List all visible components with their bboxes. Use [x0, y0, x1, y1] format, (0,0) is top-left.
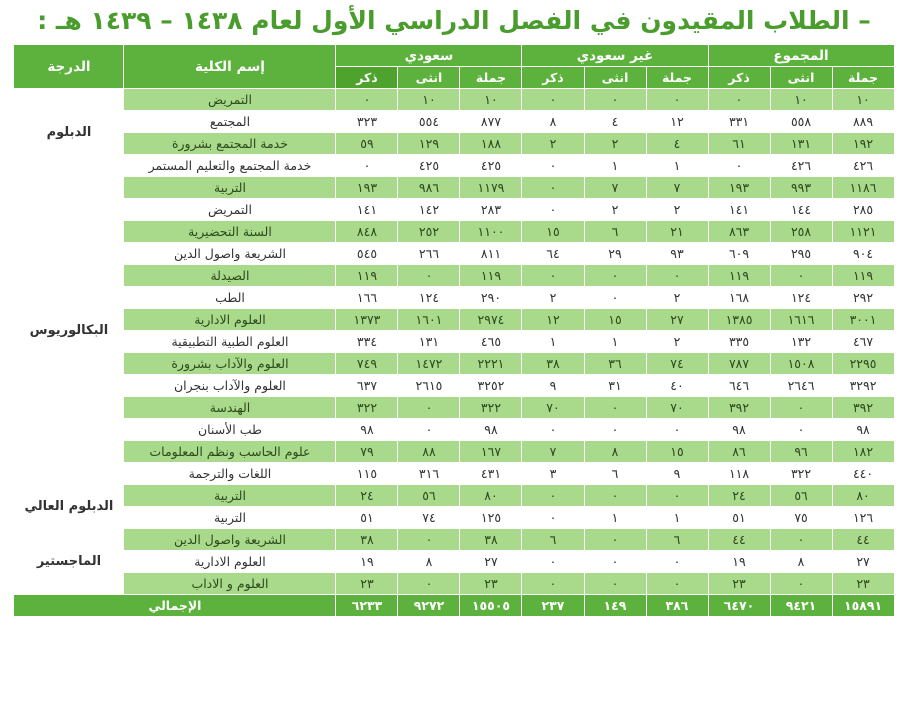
table-row: [14, 375, 894, 397]
cell-nonsaudi-male: ٧٠: [522, 397, 584, 419]
cell-college-name: الصيدلة: [124, 265, 336, 287]
total-nonsaudi-all: ٣٨٦: [646, 595, 708, 617]
cell-total-female: ١٣١: [770, 133, 832, 155]
table-row: [14, 287, 894, 309]
cell-saudi-male: ٣٢٢: [336, 397, 398, 419]
cell-college-name: العلوم والآداب بشرورة: [124, 353, 336, 375]
cell-saudi-female: ٠: [398, 419, 460, 441]
cell-nonsaudi-female: ٤: [584, 111, 646, 133]
table-row: [14, 507, 894, 529]
cell-saudi-male: ٦٣٧: [336, 375, 398, 397]
cell-saudi-all: ٢٩٠: [460, 287, 522, 309]
cell-nonsaudi-male: ٧: [522, 441, 584, 463]
cell-college-name: خدمة المجتمع بشرورة: [124, 133, 336, 155]
cell-nonsaudi-male: ٩: [522, 375, 584, 397]
cell-total-male: ٨٦٣: [708, 221, 770, 243]
cell-saudi-all: ٨٧٧: [460, 111, 522, 133]
cell-nonsaudi-all: ٤٠: [646, 375, 708, 397]
cell-total-all: ٩٠٤: [832, 243, 894, 265]
table-row: [14, 221, 894, 243]
cell-college-name: العلوم و الاداب: [124, 573, 336, 595]
cell-nonsaudi-male: ٠: [522, 573, 584, 595]
cell-saudi-all: ٤٦٥: [460, 331, 522, 353]
table-row: [14, 397, 894, 419]
cell-total-female: ٥٥٨: [770, 111, 832, 133]
cell-college-name: العلوم الادارية: [124, 551, 336, 573]
cell-saudi-female: ٨: [398, 551, 460, 573]
cell-college-name: طب الأسنان: [124, 419, 336, 441]
cell-college-name: التربية: [124, 507, 336, 529]
cell-total-male: ٨٦: [708, 441, 770, 463]
cell-college-name: العلوم والآداب بنجران: [124, 375, 336, 397]
cell-total-female: ٠: [770, 529, 832, 551]
cell-nonsaudi-all: ٢: [646, 331, 708, 353]
cell-college-name: اللغات والترجمة: [124, 463, 336, 485]
cell-saudi-female: ٨٨: [398, 441, 460, 463]
cell-degree-name: البكالوريوس: [14, 177, 124, 485]
cell-saudi-all: ٩٨: [460, 419, 522, 441]
cell-college-name: السنة التحضيرية: [124, 221, 336, 243]
cell-saudi-all: ١١٠٠: [460, 221, 522, 243]
cell-saudi-female: ١٠: [398, 89, 460, 111]
cell-saudi-female: ٥٦: [398, 485, 460, 507]
cell-nonsaudi-all: ٠: [646, 419, 708, 441]
cell-nonsaudi-female: ٠: [584, 529, 646, 551]
cell-total-male: ٤٤: [708, 529, 770, 551]
cell-saudi-male: ٥١: [336, 507, 398, 529]
cell-nonsaudi-all: ٩: [646, 463, 708, 485]
table-body: [14, 89, 894, 617]
cell-saudi-female: ١٤٧٢: [398, 353, 460, 375]
cell-total-female: ٩٦: [770, 441, 832, 463]
cell-saudi-male: ١٤١: [336, 199, 398, 221]
cell-total-all: ٢٣: [832, 573, 894, 595]
cell-saudi-all: ٢٩٧٤: [460, 309, 522, 331]
cell-nonsaudi-male: ٠: [522, 551, 584, 573]
cell-nonsaudi-female: ٣٦: [584, 353, 646, 375]
cell-nonsaudi-female: ٢: [584, 199, 646, 221]
cell-total-female: ٠: [770, 573, 832, 595]
cell-college-name: التمريض: [124, 89, 336, 111]
table-row: [14, 529, 894, 551]
cell-saudi-female: ٠: [398, 397, 460, 419]
total-nonsaudi-male: ٢٣٧: [522, 595, 584, 617]
cell-total-all: ٢٩٢: [832, 287, 894, 309]
cell-total-all: ٩٨: [832, 419, 894, 441]
cell-saudi-all: ٨١١: [460, 243, 522, 265]
cell-nonsaudi-female: ٠: [584, 287, 646, 309]
table-row: [14, 419, 894, 441]
cell-total-male: ٣٣١: [708, 111, 770, 133]
cell-saudi-female: ١٢٤: [398, 287, 460, 309]
cell-nonsaudi-all: ٧٠: [646, 397, 708, 419]
cell-total-female: ٢٥٨: [770, 221, 832, 243]
cell-saudi-all: ٣٢٢: [460, 397, 522, 419]
cell-nonsaudi-male: ٢: [522, 133, 584, 155]
cell-saudi-female: ٢٥٢: [398, 221, 460, 243]
table-row: [14, 89, 894, 111]
header-total-female: انثى: [770, 67, 832, 89]
header-degree: الدرجة: [14, 45, 124, 89]
cell-nonsaudi-all: ١: [646, 507, 708, 529]
total-nonsaudi-female: ١٤٩: [584, 595, 646, 617]
cell-degree-name: الماجستير: [14, 529, 124, 595]
cell-saudi-male: ٢٣: [336, 573, 398, 595]
cell-saudi-female: ١٦٠١: [398, 309, 460, 331]
cell-total-female: ١٥٠٨: [770, 353, 832, 375]
cell-nonsaudi-female: ٢٩: [584, 243, 646, 265]
total-label: الإجمالي: [14, 595, 336, 617]
cell-nonsaudi-male: ٠: [522, 265, 584, 287]
cell-saudi-female: ١٢٩: [398, 133, 460, 155]
cell-saudi-male: ٧٤٩: [336, 353, 398, 375]
header-saudi-female: انثى: [398, 67, 460, 89]
total-saudi-all: ١٥٥٠٥: [460, 595, 522, 617]
cell-saudi-male: ٠: [336, 89, 398, 111]
cell-total-male: ١٣٨٥: [708, 309, 770, 331]
cell-total-male: ٢٣: [708, 573, 770, 595]
cell-total-male: ٣٣٥: [708, 331, 770, 353]
cell-total-all: ٢٢٩٥: [832, 353, 894, 375]
cell-saudi-all: ١٠: [460, 89, 522, 111]
cell-nonsaudi-female: ١٥: [584, 309, 646, 331]
cell-total-male: ٧٨٧: [708, 353, 770, 375]
table-row: [14, 111, 894, 133]
cell-degree-name: الدبلوم العالي: [14, 485, 124, 529]
cell-saudi-all: ١١٩: [460, 265, 522, 287]
cell-nonsaudi-female: ٠: [584, 397, 646, 419]
cell-saudi-female: ٩٨٦: [398, 177, 460, 199]
cell-nonsaudi-all: ٤: [646, 133, 708, 155]
cell-nonsaudi-all: ٠: [646, 265, 708, 287]
cell-total-all: ١٢٦: [832, 507, 894, 529]
cell-degree-name: الدبلوم: [14, 89, 124, 177]
cell-saudi-male: ٣٨: [336, 529, 398, 551]
cell-saudi-male: ٨٤٨: [336, 221, 398, 243]
cell-saudi-all: ٣٨: [460, 529, 522, 551]
cell-total-female: ١٣٢: [770, 331, 832, 353]
cell-total-all: ١٨٢: [832, 441, 894, 463]
cell-total-male: ٣٩٢: [708, 397, 770, 419]
cell-college-name: المجتمع: [124, 111, 336, 133]
students-table: [13, 44, 894, 617]
page-title: – الطلاب المقيدون في الفصل الدراسي الأول لعام ١٤٣٨ – ١٤٣٩ هـ :: [37, 6, 871, 35]
cell-saudi-all: ٤٢٥: [460, 155, 522, 177]
table-total-row: [14, 595, 894, 617]
cell-nonsaudi-all: ٢٧: [646, 309, 708, 331]
header-saudi-all: جملة: [460, 67, 522, 89]
cell-saudi-female: ٠: [398, 265, 460, 287]
total-total-male: ٦٤٧٠: [708, 595, 770, 617]
cell-nonsaudi-male: ٠: [522, 199, 584, 221]
cell-nonsaudi-all: ٦: [646, 529, 708, 551]
cell-nonsaudi-female: ٠: [584, 551, 646, 573]
cell-college-name: الهندسة: [124, 397, 336, 419]
header-nonsaudi-all: جملة: [646, 67, 708, 89]
table-row: [14, 309, 894, 331]
cell-total-all: ٣٠٠١: [832, 309, 894, 331]
cell-saudi-female: ٣١٦: [398, 463, 460, 485]
cell-total-all: ٨٠: [832, 485, 894, 507]
total-total-female: ٩٤٢١: [770, 595, 832, 617]
cell-nonsaudi-male: ٠: [522, 155, 584, 177]
cell-nonsaudi-female: ٨: [584, 441, 646, 463]
cell-total-male: ١٩٣: [708, 177, 770, 199]
cell-total-male: ٠: [708, 155, 770, 177]
table-row: [14, 177, 894, 199]
cell-total-female: ١٦١٦: [770, 309, 832, 331]
cell-total-all: ٣٩٢: [832, 397, 894, 419]
cell-nonsaudi-all: ٢١: [646, 221, 708, 243]
table-row: [14, 265, 894, 287]
cell-nonsaudi-female: ١: [584, 331, 646, 353]
cell-saudi-female: ٢٦٦: [398, 243, 460, 265]
cell-saudi-male: ١٣٧٣: [336, 309, 398, 331]
cell-saudi-all: ١١٧٩: [460, 177, 522, 199]
cell-total-male: ١٦٨: [708, 287, 770, 309]
cell-total-male: ٦١: [708, 133, 770, 155]
cell-nonsaudi-female: ١: [584, 155, 646, 177]
table-row: [14, 353, 894, 375]
cell-saudi-all: ٢٧: [460, 551, 522, 573]
cell-total-all: ٢٧: [832, 551, 894, 573]
cell-nonsaudi-all: ٩٣: [646, 243, 708, 265]
cell-total-all: ٨٨٩: [832, 111, 894, 133]
header-nonsaudi-female: انثى: [584, 67, 646, 89]
cell-college-name: الشريعة واصول الدين: [124, 529, 336, 551]
cell-total-female: ٠: [770, 419, 832, 441]
header-group-total: المجموع: [708, 45, 894, 67]
cell-saudi-female: ٤٢٥: [398, 155, 460, 177]
cell-nonsaudi-female: ٠: [584, 265, 646, 287]
cell-saudi-male: ٩٨: [336, 419, 398, 441]
cell-nonsaudi-male: ١٥: [522, 221, 584, 243]
cell-saudi-male: ٣٢٣: [336, 111, 398, 133]
cell-nonsaudi-all: ٠: [646, 573, 708, 595]
cell-nonsaudi-male: ٠: [522, 419, 584, 441]
cell-nonsaudi-male: ٢: [522, 287, 584, 309]
cell-nonsaudi-female: ٠: [584, 485, 646, 507]
header-group-saudi: سعودي: [336, 45, 522, 67]
cell-total-male: ١٤١: [708, 199, 770, 221]
cell-total-all: ٤٢٦: [832, 155, 894, 177]
cell-total-female: ٧٥: [770, 507, 832, 529]
cell-nonsaudi-female: ٢: [584, 133, 646, 155]
cell-saudi-male: ٠: [336, 155, 398, 177]
header-saudi-male: ذكر: [336, 67, 398, 89]
cell-saudi-all: ٣٢٥٢: [460, 375, 522, 397]
cell-total-all: ٤٤: [832, 529, 894, 551]
cell-nonsaudi-all: ٢: [646, 287, 708, 309]
cell-total-all: ٤٦٧: [832, 331, 894, 353]
header-college: إسم الكلية: [124, 45, 336, 89]
cell-nonsaudi-all: ٠: [646, 485, 708, 507]
cell-total-male: ٦٤٦: [708, 375, 770, 397]
cell-saudi-female: ١٤٢: [398, 199, 460, 221]
table-row: [14, 463, 894, 485]
cell-nonsaudi-female: ٦: [584, 221, 646, 243]
cell-total-female: ٣٢٢: [770, 463, 832, 485]
cell-nonsaudi-male: ١٢: [522, 309, 584, 331]
cell-total-male: ١١٩: [708, 265, 770, 287]
cell-saudi-male: ١١٥: [336, 463, 398, 485]
cell-total-male: ٢٤: [708, 485, 770, 507]
cell-nonsaudi-all: ٠: [646, 89, 708, 111]
cell-college-name: العلوم الادارية: [124, 309, 336, 331]
cell-nonsaudi-female: ٦: [584, 463, 646, 485]
cell-total-all: ١١٨٦: [832, 177, 894, 199]
cell-college-name: التمريض: [124, 199, 336, 221]
cell-saudi-male: ٥٩: [336, 133, 398, 155]
cell-saudi-female: ٢٦١٥: [398, 375, 460, 397]
header-nonsaudi-male: ذكر: [522, 67, 584, 89]
cell-nonsaudi-all: ٧: [646, 177, 708, 199]
cell-total-all: ٣٢٩٢: [832, 375, 894, 397]
header-group-non-saudi: غير سعودي: [522, 45, 708, 67]
table-header-groups: [14, 45, 894, 67]
cell-nonsaudi-male: ٦٤: [522, 243, 584, 265]
cell-total-male: ٠: [708, 89, 770, 111]
table-row: [14, 199, 894, 221]
cell-saudi-all: ١٢٥: [460, 507, 522, 529]
cell-college-name: التربية: [124, 177, 336, 199]
cell-saudi-all: ٢٢٢١: [460, 353, 522, 375]
table-row: [14, 133, 894, 155]
cell-saudi-female: ٠: [398, 573, 460, 595]
cell-saudi-female: ٠: [398, 529, 460, 551]
total-total-all: ١٥٨٩١: [832, 595, 894, 617]
cell-college-name: التربية: [124, 485, 336, 507]
cell-saudi-all: ٢٨٣: [460, 199, 522, 221]
cell-college-name: علوم الحاسب ونظم المعلومات: [124, 441, 336, 463]
cell-saudi-male: ٥٤٥: [336, 243, 398, 265]
cell-total-female: ٥٦: [770, 485, 832, 507]
table-row: [14, 155, 894, 177]
cell-nonsaudi-male: ٠: [522, 89, 584, 111]
table-row: [14, 331, 894, 353]
cell-saudi-female: ١٣١: [398, 331, 460, 353]
cell-total-male: ٦٠٩: [708, 243, 770, 265]
cell-total-female: ٠: [770, 397, 832, 419]
cell-college-name: العلوم الطبية التطبيقية: [124, 331, 336, 353]
cell-saudi-female: ٧٤: [398, 507, 460, 529]
cell-total-all: ١١٩: [832, 265, 894, 287]
cell-total-all: ٢٨٥: [832, 199, 894, 221]
header-total-all: جملة: [832, 67, 894, 89]
header-total-male: ذكر: [708, 67, 770, 89]
total-saudi-female: ٩٢٧٢: [398, 595, 460, 617]
cell-college-name: خدمة المجتمع والتعليم المستمر: [124, 155, 336, 177]
cell-total-female: ١٢٤: [770, 287, 832, 309]
cell-nonsaudi-male: ١: [522, 331, 584, 353]
cell-saudi-all: ٨٠: [460, 485, 522, 507]
cell-nonsaudi-female: ٧: [584, 177, 646, 199]
cell-saudi-male: ٢٤: [336, 485, 398, 507]
cell-saudi-male: ١٩: [336, 551, 398, 573]
cell-total-female: ٤٢٦: [770, 155, 832, 177]
cell-college-name: الطب: [124, 287, 336, 309]
cell-total-male: ٩٨: [708, 419, 770, 441]
cell-total-female: ١٤٤: [770, 199, 832, 221]
cell-saudi-male: ١١٩: [336, 265, 398, 287]
cell-saudi-male: ٣٣٤: [336, 331, 398, 353]
cell-nonsaudi-female: ٠: [584, 89, 646, 111]
cell-total-female: ١٠: [770, 89, 832, 111]
cell-saudi-all: ١٨٨: [460, 133, 522, 155]
cell-nonsaudi-male: ٠: [522, 177, 584, 199]
cell-nonsaudi-male: ٠: [522, 507, 584, 529]
cell-total-all: ١١٢١: [832, 221, 894, 243]
cell-nonsaudi-all: ١٢: [646, 111, 708, 133]
cell-nonsaudi-male: ٠: [522, 485, 584, 507]
cell-nonsaudi-all: ٠: [646, 551, 708, 573]
table-row: [14, 551, 894, 573]
cell-saudi-all: ٢٣: [460, 573, 522, 595]
cell-total-female: ٩٩٣: [770, 177, 832, 199]
table-row: [14, 485, 894, 507]
cell-nonsaudi-female: ١: [584, 507, 646, 529]
cell-nonsaudi-female: ٣١: [584, 375, 646, 397]
cell-nonsaudi-female: ٠: [584, 419, 646, 441]
cell-nonsaudi-all: ٧٤: [646, 353, 708, 375]
cell-total-female: ٠: [770, 265, 832, 287]
cell-nonsaudi-male: ٨: [522, 111, 584, 133]
cell-total-male: ١١٨: [708, 463, 770, 485]
table-row: [14, 441, 894, 463]
cell-nonsaudi-female: ٠: [584, 573, 646, 595]
cell-nonsaudi-male: ٣: [522, 463, 584, 485]
cell-nonsaudi-all: ١: [646, 155, 708, 177]
cell-college-name: الشريعة واصول الدين: [124, 243, 336, 265]
cell-nonsaudi-all: ٢: [646, 199, 708, 221]
cell-total-female: ٨: [770, 551, 832, 573]
cell-total-all: ١٩٢: [832, 133, 894, 155]
cell-saudi-all: ٤٣١: [460, 463, 522, 485]
cell-nonsaudi-all: ١٥: [646, 441, 708, 463]
total-saudi-male: ٦٢٣٣: [336, 595, 398, 617]
cell-total-female: ٢٦٤٦: [770, 375, 832, 397]
table-row: [14, 573, 894, 595]
cell-saudi-male: ١٩٣: [336, 177, 398, 199]
cell-saudi-male: ١٦٦: [336, 287, 398, 309]
cell-saudi-female: ٥٥٤: [398, 111, 460, 133]
cell-nonsaudi-male: ٦: [522, 529, 584, 551]
table-row: [14, 243, 894, 265]
cell-total-female: ٢٩٥: [770, 243, 832, 265]
cell-total-all: ١٠: [832, 89, 894, 111]
cell-total-male: ١٩: [708, 551, 770, 573]
cell-total-all: ٤٤٠: [832, 463, 894, 485]
cell-saudi-male: ٧٩: [336, 441, 398, 463]
cell-total-male: ٥١: [708, 507, 770, 529]
cell-saudi-all: ١٦٧: [460, 441, 522, 463]
cell-nonsaudi-male: ٣٨: [522, 353, 584, 375]
